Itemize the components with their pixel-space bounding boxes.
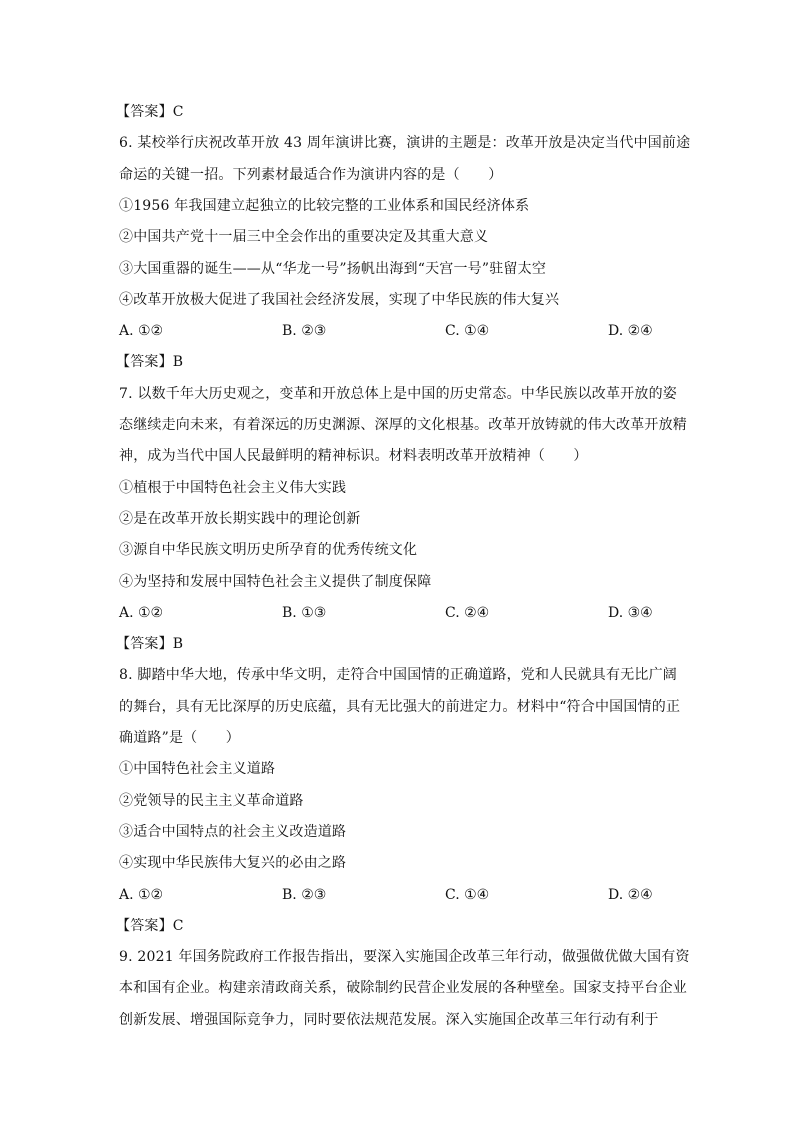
option-d: D. ③④ (608, 604, 653, 621)
question-text-line: 创新发展、增强国际竞争力，同时要依法规范发展。深入实施国企改革三年行动有利于 (119, 1011, 659, 1028)
option-d: D. ②④ (608, 323, 653, 340)
option-c: C. ②④ (445, 604, 490, 621)
option-a: A. ①② (119, 323, 164, 340)
question-text-line: 8. 脚踏中华大地，传承中华文明，走符合中国国情的正确道路，党和人民就具有无比广阔 (119, 667, 678, 684)
option-b: B. ②③ (282, 886, 327, 903)
statement-item: ②是在改革开放长期实践中的理论创新 (119, 510, 361, 527)
answer-options-row (119, 321, 659, 341)
option-b: B. ②③ (282, 323, 327, 340)
statement-item: ②党领导的民主主义革命道路 (119, 792, 304, 809)
answer-options-row (119, 885, 659, 905)
option-a: A. ①② (119, 886, 164, 903)
question-text-line: 6. 某校举行庆祝改革开放 43 周年演讲比赛，演讲的主题是：改革开放是决定当代中国前途 (119, 135, 691, 152)
question-text-line: 本和国有企业。构建亲清政商关系，破除制约民营企业发展的各种壁垒。国家支持平台企业 (119, 980, 687, 997)
option-b: B. ①③ (282, 604, 327, 621)
option-c: C. ①④ (445, 886, 490, 903)
statement-item: ①中国特色社会主义道路 (119, 761, 276, 778)
question-text-line: 神，成为当代中国人民最鲜明的精神标识。材料表明改革开放精神（ ） (119, 448, 588, 465)
option-d: D. ②④ (608, 886, 653, 903)
statement-item: ③适合中国特点的社会主义改造道路 (119, 823, 347, 840)
answer-line: 【答案】C (116, 917, 184, 934)
answer-line: 【答案】B (116, 636, 184, 653)
statement-item: ①植根于中国特色社会主义伟大实践 (119, 479, 347, 496)
statement-item: ③源自中华民族文明历史所孕育的优秀传统文化 (119, 542, 418, 559)
question-text-line: 的舞台，具有无比深厚的历史底蕴，具有无比强大的前进定力。材料中“符合中国国情的正 (119, 698, 681, 715)
question-text-line: 命运的关键一招。下列素材最适合作为演讲内容的是（ ） (119, 166, 503, 183)
question-text-line: 7. 以数千年大历史观之，变革和开放总体上是中国的历史常态。中华民族以改革开放的姿 (119, 385, 678, 402)
answer-line: 【答案】C (116, 104, 184, 120)
statement-item: ①1956 年我国建立起独立的比较完整的工业体系和国民经济体系 (119, 197, 530, 214)
statement-item: ③大国重器的诞生——从“华龙一号”扬帆出海到“天宫一号”驻留太空 (119, 260, 547, 277)
question-text-line: 态继续走向未来，有着深远的历史渊源、深厚的文化根基。改革开放铸就的伟大改革开放精 (119, 417, 687, 433)
statement-item: ②中国共产党十一届三中全会作出的重要决定及其重大意义 (119, 229, 489, 246)
answer-options-row (119, 603, 659, 623)
question-text-line: 9. 2021 年国务院政府工作报告指出，要深入实施国企改革三年行动，做强做优做大国有资 (119, 949, 690, 966)
question-text-line: 确道路”是（ ） (119, 730, 240, 746)
answer-line: 【答案】B (116, 354, 184, 371)
statement-item: ④改革开放极大促进了我国社会经济发展，实现了中华民族的伟大复兴 (119, 291, 560, 308)
option-c: C. ①④ (445, 323, 490, 340)
option-a: A. ①② (119, 604, 164, 621)
statement-item: ④实现中华民族伟大复兴的必由之路 (119, 855, 347, 872)
statement-item: ④为坚持和发展中国特色社会主义提供了制度保障 (119, 573, 432, 590)
